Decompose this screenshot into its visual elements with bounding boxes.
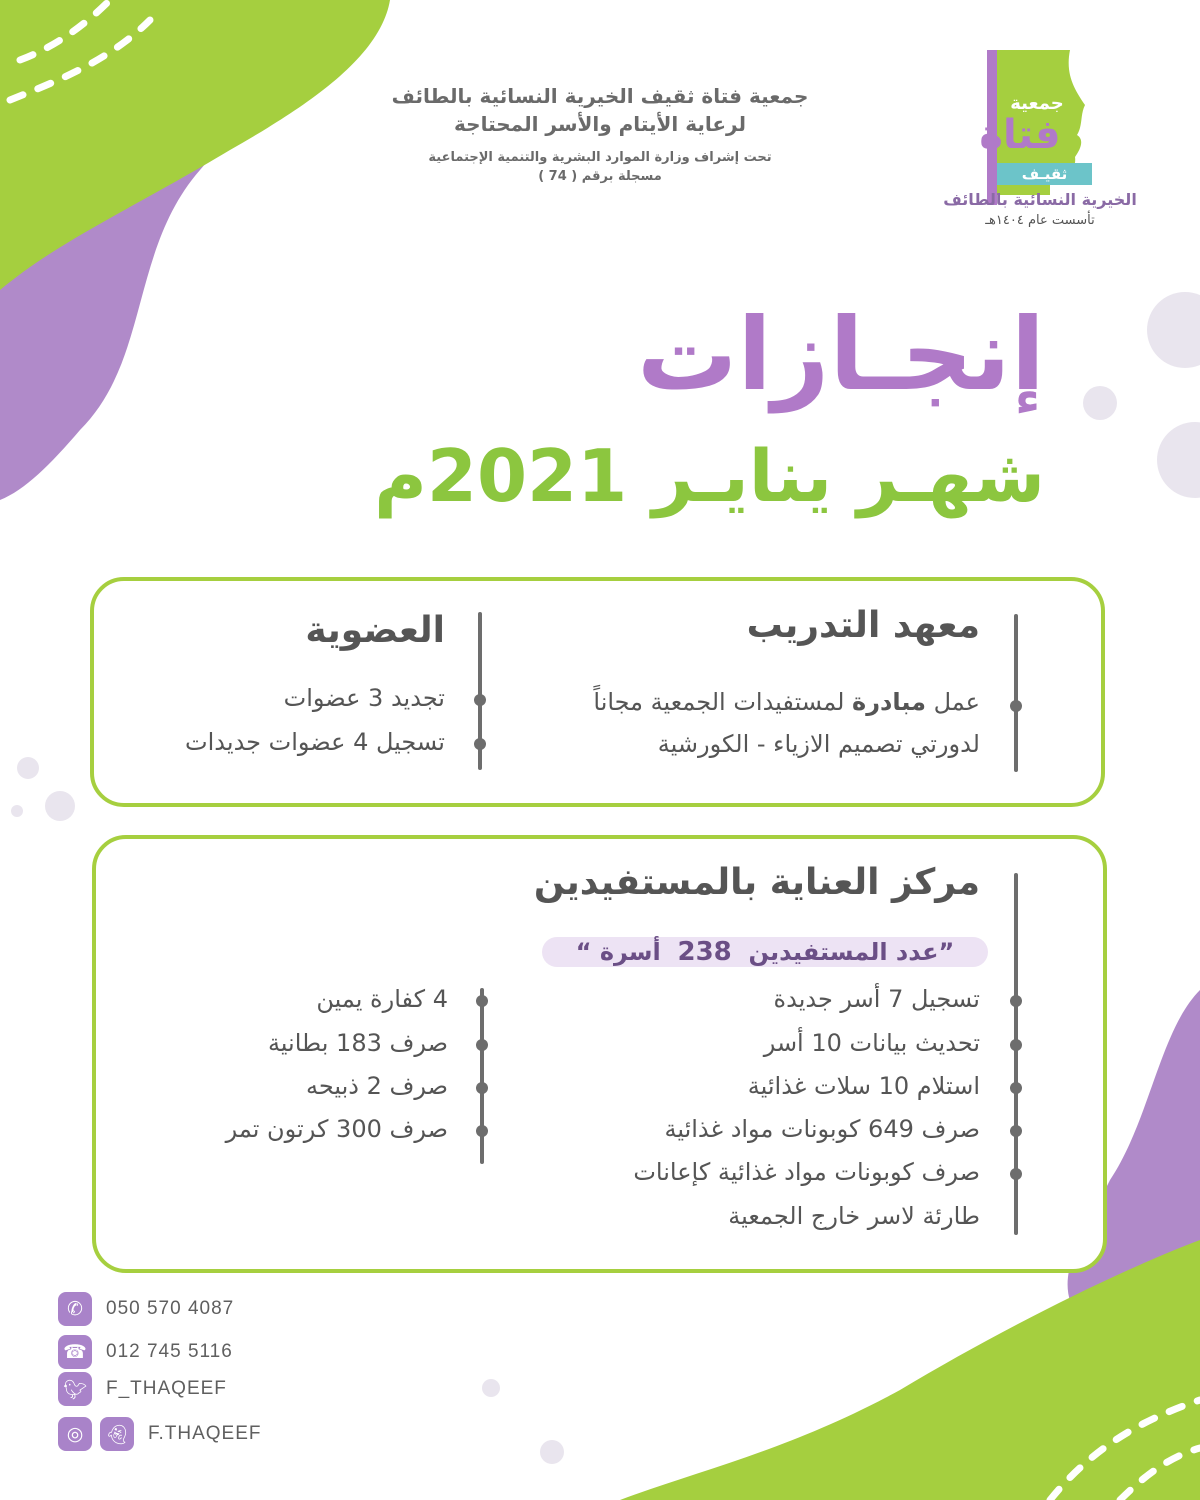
page-title: إنجـازات — [637, 296, 1045, 413]
org-header — [360, 84, 840, 184]
contact-mobile — [58, 1292, 234, 1326]
care-title: مركز العناية بالمستفيدين — [533, 862, 980, 903]
care-left-item: صرف 300 كرتون تمر — [225, 1115, 448, 1143]
bullet-dot — [1010, 1168, 1022, 1180]
org-purpose: لرعاية الأيتام والأسر المحتاجة — [454, 112, 746, 136]
bullet-dot — [474, 694, 486, 706]
care-right-item: صرف 649 كوبونات مواد غذائية — [664, 1115, 980, 1143]
bullet-dot — [1010, 995, 1022, 1007]
care-right-item: صرف كوبونات مواد غذائية كإعانات — [633, 1158, 980, 1186]
beneficiaries-count-badge: ”عدد المستفيدين 238 أسرة “ — [542, 937, 988, 967]
training-divider — [1014, 614, 1018, 772]
logo-line-main: الخيرية النسائية بالطائف — [943, 190, 1137, 209]
org-supervision: تحت إشراف وزارة الموارد البشرية والتنمية الإجتماعية — [428, 150, 772, 165]
twitter-icon: 🐦︎ — [58, 1372, 92, 1406]
instagram-icon: ◎ — [58, 1417, 92, 1451]
bullet-dot — [474, 738, 486, 750]
contact-phone — [58, 1335, 233, 1369]
training-line-2: لدورتي تصميم الازياء - الكورشية — [657, 730, 980, 758]
contact-twitter-text: F_THAQEEF — [106, 1378, 227, 1399]
logo-word-fatat: فتاة — [979, 112, 1061, 158]
contact-social — [58, 1417, 262, 1451]
logo-word-jamia: جمعية — [1010, 93, 1064, 114]
membership-title: العضوية — [305, 610, 445, 651]
landline-icon: ☎ — [58, 1335, 92, 1369]
care-right-item: تحديث بيانات 10 أسر — [763, 1029, 980, 1057]
bullet-dot — [1010, 1039, 1022, 1051]
page-subtitle: شهـر ينايـر 2021م — [374, 434, 1045, 518]
care-right-item: طارئة لاسر خارج الجمعية — [728, 1202, 980, 1230]
phone-icon: ✆ — [58, 1292, 92, 1326]
care-left-item: 4 كفارة يمين — [316, 985, 448, 1013]
care-right-item: تسجيل 7 أسر جديدة — [773, 985, 980, 1013]
membership-item: تجديد 3 عضوات — [283, 684, 445, 712]
membership-item: تسجيل 4 عضوات جديدات — [185, 728, 445, 756]
bullet-dot — [476, 1082, 488, 1094]
contact-phone-text: 012 745 5116 — [106, 1341, 233, 1362]
contact-twitter — [58, 1372, 227, 1406]
logo-word-thaqeef: ثقيـف — [1021, 165, 1068, 183]
org-logo — [935, 45, 1145, 245]
logo-line-founded: تأسست عام ١٤٠٤هـ — [985, 213, 1095, 228]
training-line-1: عمل مبادرة لمستفيدات الجمعية مجاناً — [593, 688, 980, 716]
care-left-item: صرف 183 بطانية — [267, 1029, 448, 1057]
care-right-item: استلام 10 سلات غذائية — [747, 1072, 980, 1100]
training-title: معهد التدريب — [746, 605, 980, 646]
bullet-dot — [1010, 1125, 1022, 1137]
contact-mobile-text: 050 570 4087 — [106, 1298, 235, 1319]
bullet-dot — [476, 1125, 488, 1137]
contact-social-text: F.THAQEEF — [148, 1423, 262, 1444]
bullet-dot — [1010, 1082, 1022, 1094]
bullet-dot — [1010, 700, 1022, 712]
care-left-divider — [480, 988, 484, 1164]
bullet-dot — [476, 995, 488, 1007]
bullet-dot — [476, 1039, 488, 1051]
snapchat-icon: 👻︎ — [100, 1417, 134, 1451]
care-right-divider — [1014, 873, 1018, 1235]
org-registration: مسجلة برقم ( 74 ) — [538, 169, 662, 184]
org-name: جمعية فتاة ثقيف الخيرية النسائية بالطائف — [391, 84, 809, 108]
care-left-item: صرف 2 ذبيحه — [305, 1072, 448, 1100]
